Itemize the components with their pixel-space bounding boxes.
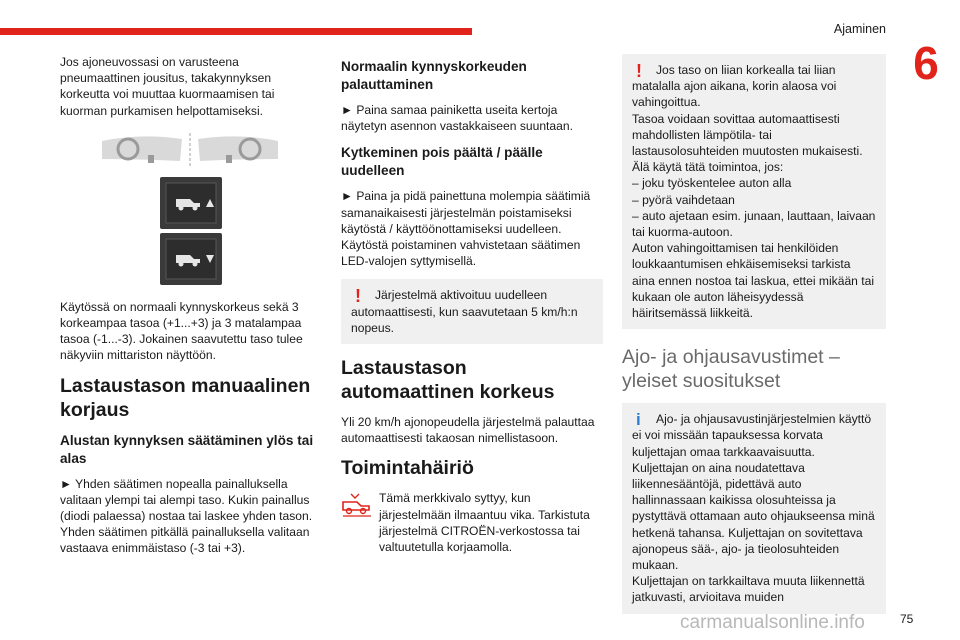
chapter-number: 6 xyxy=(913,37,939,89)
toggle-paragraph: ► Paina ja pidä painettuna molempia säätimiä samanaikaisesti järjestelmän poistamiseksi käytöstä / käyttöönottamiseksi uudelleen. Käytöstä poistaminen vahvistetaan säätimen LED-valojen syttymisellä. xyxy=(341,189,591,269)
warning-icon: ! xyxy=(355,286,361,307)
heading-malfunction: Toimintahäiriö xyxy=(341,457,474,480)
lower-level-button[interactable] xyxy=(160,233,222,285)
intro-paragraph: Jos ajoneuvossasi on varusteena pneumaattinen jousitus, takakynnyksen korkeutta voi muuttaa kuormaamisen tai kuorman purkamisen helpottamiseksi. xyxy=(60,55,275,118)
column-1 xyxy=(60,54,322,567)
page-number: 75 xyxy=(900,612,914,626)
warning-icon: ! xyxy=(636,61,642,81)
suspension-fault-warning-icon xyxy=(341,490,373,518)
section-title: Ajaminen xyxy=(833,22,886,36)
column-3 xyxy=(622,54,886,626)
suspension-buttons-figure xyxy=(60,177,322,285)
malfunction-block xyxy=(341,490,603,555)
auto-paragraph: Yli 20 km/h ajonopeudella järjestelmä palauttaa automaattisesti takaosan nimellistasoon. xyxy=(341,415,595,446)
restore-paragraph: ► Paina samaa painiketta useita kertoja näytetyn asennon vastakkaiseen suuntaan. xyxy=(341,103,573,134)
normal-level-paragraph: Käytössä on normaali kynnyskorkeus sekä 3 korkeampaa tasoa (+1...+3) ja 3 matalampaa tasoa (-1...-3). Jokainen saavutettu taso tulee näkyviin mittariston näyttöön. xyxy=(60,299,303,363)
raise-level-button[interactable] xyxy=(160,177,222,229)
warning-box-height xyxy=(622,54,886,329)
heading-automatic-height: Lastaustason automaattinen korkeus xyxy=(341,357,555,404)
info-icon: i xyxy=(636,410,641,430)
heading-driving-assist: Ajo- ja ohjausavustimet – yleiset suositukset xyxy=(622,346,840,393)
heading-restore-normal: Normaalin kynnyskorkeuden palauttaminen xyxy=(341,59,527,92)
warning-text: Järjestelmä aktivoituu uudelleen automaattisesti, kun saavutetaan 5 km/h:n nopeus. xyxy=(351,288,578,335)
heading-toggle: Kytkeminen pois päältä / päälle uudelleen xyxy=(341,145,543,179)
header-accent-bar xyxy=(0,28,472,35)
dashboard-illustration xyxy=(60,129,322,171)
watermark: carmanualsonline.info xyxy=(680,612,865,633)
warning-text: Jos taso on liian korkealla tai liian matalalla ajon aikana, korin alaosa voi vahingoittua. Tasoa voidaan sovittaa automaattisesti mahdollisten lämpötila- tai lastausolosuhteiden muutosten mukaisesti. Älä käytä tätä toimintoa, jos: – joku työskentelee auton alla – pyörä vaihdetaan – auto ajetaan esim. junaan, lauttaan, laivaan tai kuorma-autoon. Auton vahingoittamisen tai henkilöiden loukkaantumisen ehkäisemiseksi tarkista aina ennen nostoa tai laskua, ettei mikään tai kukaan ole auton läheisyydessä häiritsemässä liikkeitä. xyxy=(632,63,876,321)
heading-adjust-threshold: Alustan kynnyksen säätäminen ylös tai alas xyxy=(60,432,314,466)
fault-paragraph: Tämä merkkivalo syttyy, kun järjestelmään ilmaantuu vika. Tarkistuta järjestelmä CITROËN-verkostossa tai valtuutetulla korjaamolla. xyxy=(379,491,590,555)
steering-wheel-icon xyxy=(100,129,280,171)
info-box-driving-assist xyxy=(622,403,886,613)
warning-box-reactivation xyxy=(341,279,603,344)
column-2 xyxy=(341,54,603,565)
heading-manual-correction: Lastaustason manuaalinen korjaus xyxy=(60,374,311,421)
info-text: Ajo- ja ohjausavustinjärjestelmien käyttö ei voi missään tapauksessa korvata kuljettajan omaa tarkkaavaisuutta. Kuljettajan on aina noudatettava liikennesääntöjä, pidettävä auto hallinnassaan kaikissa olosuhteissa ja pystyttävä ottamaan auto ohjaukseensa minä hetkenä tahansa. Kuljettajan on sovitettava ajonopeus sää-, ajo- ja tieolosuhteiden mukaan. Kuljettajan on tarkkailtava muuta liikennettä jatkuvasti, arvioitava muiden xyxy=(632,412,875,605)
adjust-paragraph: ► Yhden säätimen nopealla painalluksella valitaan ylempi tai alempi taso. Kukin painallus (diodi palaessa) nostaa tai laskee yhden tason. Yhden säätimen pitkällä painalluksella valitaan vastaava enimmäistaso (-3 tai +3). xyxy=(60,476,313,556)
